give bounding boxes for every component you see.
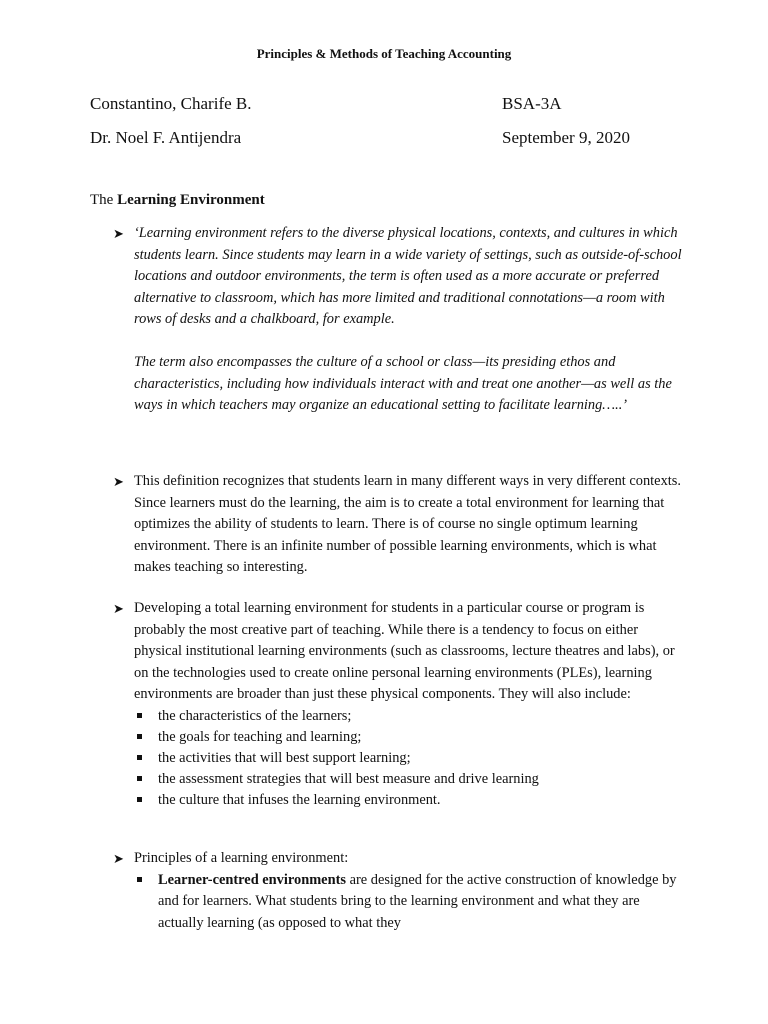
list-item: the characteristics of the learners; <box>113 706 688 727</box>
square-bullet-icon <box>137 713 142 718</box>
square-bullet-icon <box>137 755 142 760</box>
square-bullet-icon <box>137 734 142 739</box>
quote-paragraph-1: ‘Learning environment refers to the diverse physical locations, contexts, and cultures in which students learn. Since students may learn in a wide variety of settings, such as outside-of-school locations and outdoor environments, the term is often used as a more accurate or preferred alternative to classroom, which has more limited and traditional connotations—a room with rows of desks and a chalkboard, for example. <box>134 225 682 327</box>
section-code: BSA-3A <box>502 94 562 113</box>
list-item: the activities that will best support learning; <box>113 748 688 769</box>
principles-heading: Principles of a learning environment: <box>134 850 349 866</box>
square-bullet-icon <box>137 797 142 802</box>
learner-centred-lead: Learner-centred environments <box>158 871 346 888</box>
arrow-bullet-icon: ➤ <box>113 226 124 241</box>
square-bullet-icon <box>137 776 142 781</box>
quote-paragraph-2: The term also encompasses the culture of a school or class—its presiding ethos and characteristics, including how individuals interact with and treat one another—as well as the ways in which teachers may organize an educational setting to facilitate learning…..’ <box>134 354 672 413</box>
definition-paragraph: This definition recognizes that students learn in many different ways in very different contexts. Since learners must do the learning, the aim is to create a total environment for learning that optimizes the ability of students to learn. There is of course no single optimum learning environment. There is an infinite number of possible learning environments, which is what makes teaching so interesting. <box>134 473 681 575</box>
arrow-bullet-icon: ➤ <box>113 474 124 489</box>
bullet-principles <box>113 848 688 934</box>
bullet-developing <box>113 598 688 811</box>
list-item: the culture that infuses the learning environment. <box>113 790 688 811</box>
section-heading-bold: Learning Environment <box>117 192 265 208</box>
list-item <box>113 870 688 935</box>
section-heading-prefix: The <box>90 192 114 208</box>
section-heading <box>90 192 265 209</box>
environment-components-list <box>113 706 688 811</box>
learner-centred-text: are designed for the active construction of knowledge by and for learners. What students bring to the learning environment and what they are actually learning (as opposed to what they <box>158 871 677 931</box>
instructor-name: Dr. Noel F. Antijendra <box>90 128 242 147</box>
document-date: September 9, 2020 <box>502 128 630 147</box>
bullet-quote <box>113 223 688 417</box>
arrow-bullet-icon: ➤ <box>113 851 124 866</box>
student-name: Constantino, Charife B. <box>90 94 252 113</box>
list-item: the goals for teaching and learning; <box>113 727 688 748</box>
square-bullet-icon <box>137 877 142 882</box>
bullet-definition <box>113 471 688 579</box>
developing-paragraph: Developing a total learning environment for students in a particular course or program is probably the most creative part of teaching. While there is a tendency to focus on either physical institutional learning environments (such as classrooms, lecture theatres and labs), or on the technologies used to create online personal learning environments (PLEs), learning environments are broader than just these physical components. They will also include: <box>134 600 675 702</box>
list-item: the assessment strategies that will best measure and drive learning <box>113 769 688 790</box>
document-title: Principles & Methods of Teaching Accounting <box>256 46 512 61</box>
arrow-bullet-icon: ➤ <box>113 601 124 616</box>
principles-list <box>113 870 688 935</box>
